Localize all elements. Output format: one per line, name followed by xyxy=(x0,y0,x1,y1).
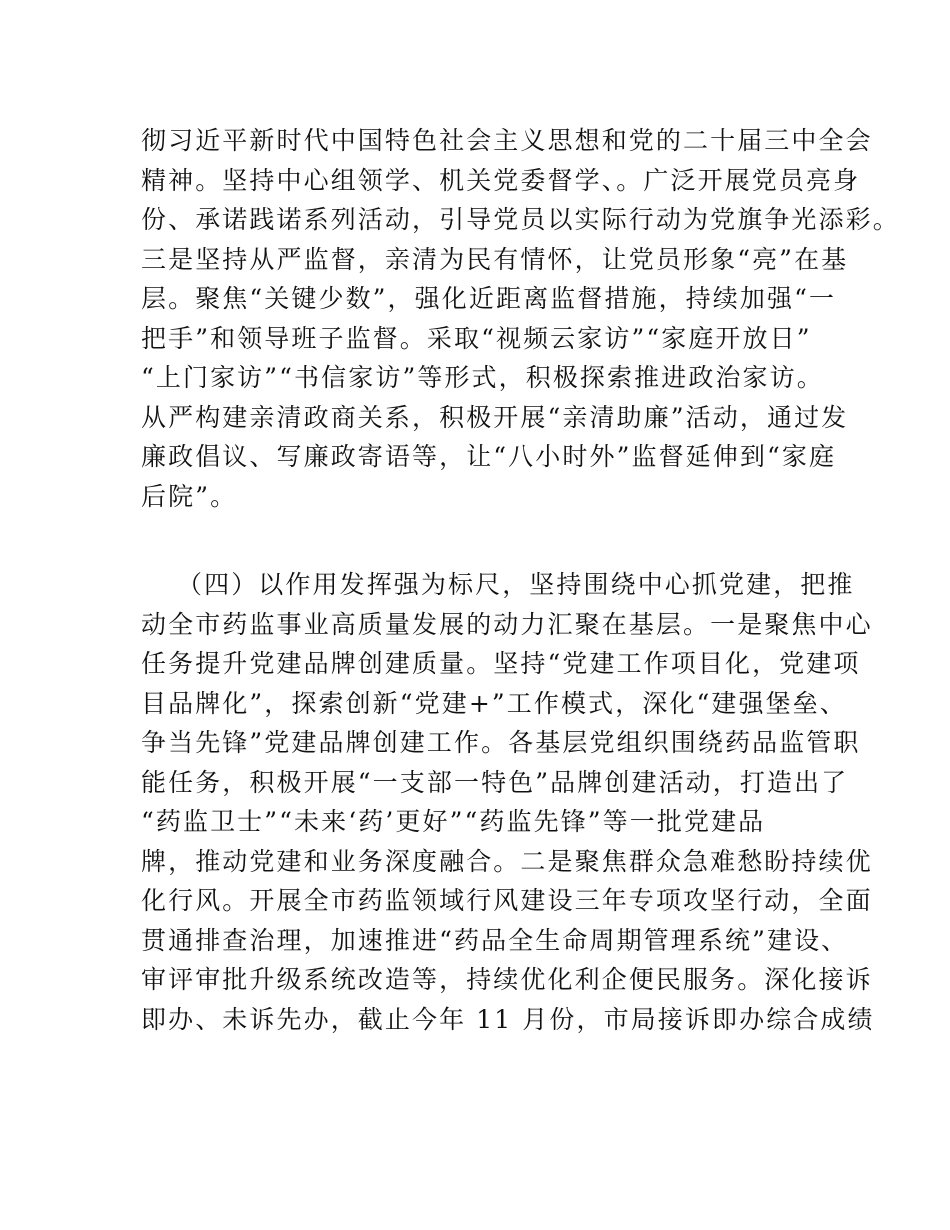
text-line: 后院”。 xyxy=(141,481,238,511)
paragraph-continuation xyxy=(141,121,900,516)
text-line: “药监卫士”“未来‘药’更好”“药监先锋”等一批党建品 xyxy=(141,807,766,836)
text-line: 化行风。开展全市药监领域行风建设三年专项攻坚行动，全面 xyxy=(141,886,873,915)
text-line: 目品牌化”，探索创新“党建+”工作模式，深化“建强堡垒、 xyxy=(141,688,847,718)
text-line: 廉政倡议、写廉政寄语等，让“八小时外”监督延伸到“家庭 xyxy=(141,442,837,471)
text-line: 审评审批升级系统改造等，持续优化利企便民服务。深化接诉 xyxy=(141,965,873,994)
text-line: 把手”和领导班子监督。采取“视频云家访”“家庭开放日” xyxy=(141,323,812,353)
text-line: 彻习近平新时代中国特色社会主义思想和党的二十届三中全会 xyxy=(141,126,873,155)
text-line: 份、承诺践诺系列活动，引导党员以实际行动为党旗争光添彩。 xyxy=(141,205,900,234)
paragraph-four xyxy=(141,565,875,1039)
text-line: 动全市药监事业高质量发展的动力汇聚在基层。一是聚焦中心 xyxy=(141,609,873,639)
text-line: 争当先锋”党建品牌创建工作。各基层党组织围绕药品监管职 xyxy=(141,728,861,757)
text-line: 牌，推动党建和业务深度融合。二是聚焦群众急难愁盼持续优 xyxy=(141,846,873,876)
text-line: 即办、未诉先办，截止今年 11 月份，市局接诉即办综合成绩 xyxy=(141,1004,875,1034)
text-line: 三是坚持从严监督，亲清为民有情怀，让党员形象“亮”在基 xyxy=(141,244,849,274)
text-line: 层。聚焦“关键少数”，强化近距离监督措施，持续加强“一 xyxy=(141,284,837,313)
text-line: 任务提升党建品牌创建质量。坚持“党建工作项目化，党建项 xyxy=(141,649,861,678)
text-line: “上门家访”“书信家访”等形式，积极探索推进政治家访。 xyxy=(141,363,824,392)
text-line: 精神。坚持中心组领学、机关党委督学、。广泛开展党员亮身 xyxy=(141,165,861,195)
text-line: 贯通排查治理，加速推进“药品全生命周期管理系统”建设、 xyxy=(141,925,849,955)
text-line: 能任务，积极开展“一支部一特色”品牌创建活动，打造出了 xyxy=(141,767,849,797)
text-line: 从严构建亲清政商关系，积极开展“亲清助廉”活动，通过发 xyxy=(141,402,849,432)
text-line-first: （四）以作用发挥强为标尺，坚持围绕中心抓党建，把推 xyxy=(177,570,855,599)
